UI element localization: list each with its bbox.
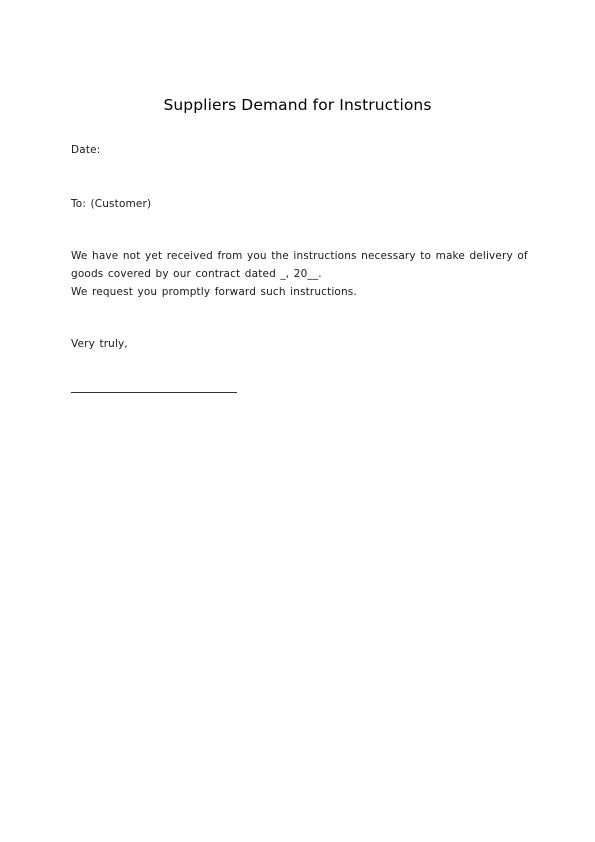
body-line-3: We request you promptly forward such instructions. — [71, 286, 357, 298]
body-line-1: We have not yet received from you the instructions necessary to make delivery of — [71, 250, 528, 262]
signature-line — [71, 392, 237, 393]
recipient-line: To: (Customer) — [71, 198, 152, 210]
date-label: Date: — [71, 144, 101, 156]
closing-line: Very truly, — [71, 338, 128, 350]
document-title: Suppliers Demand for Instructions — [163, 96, 432, 114]
body-line-2: goods covered by our contract dated _, 20__. — [71, 268, 322, 280]
